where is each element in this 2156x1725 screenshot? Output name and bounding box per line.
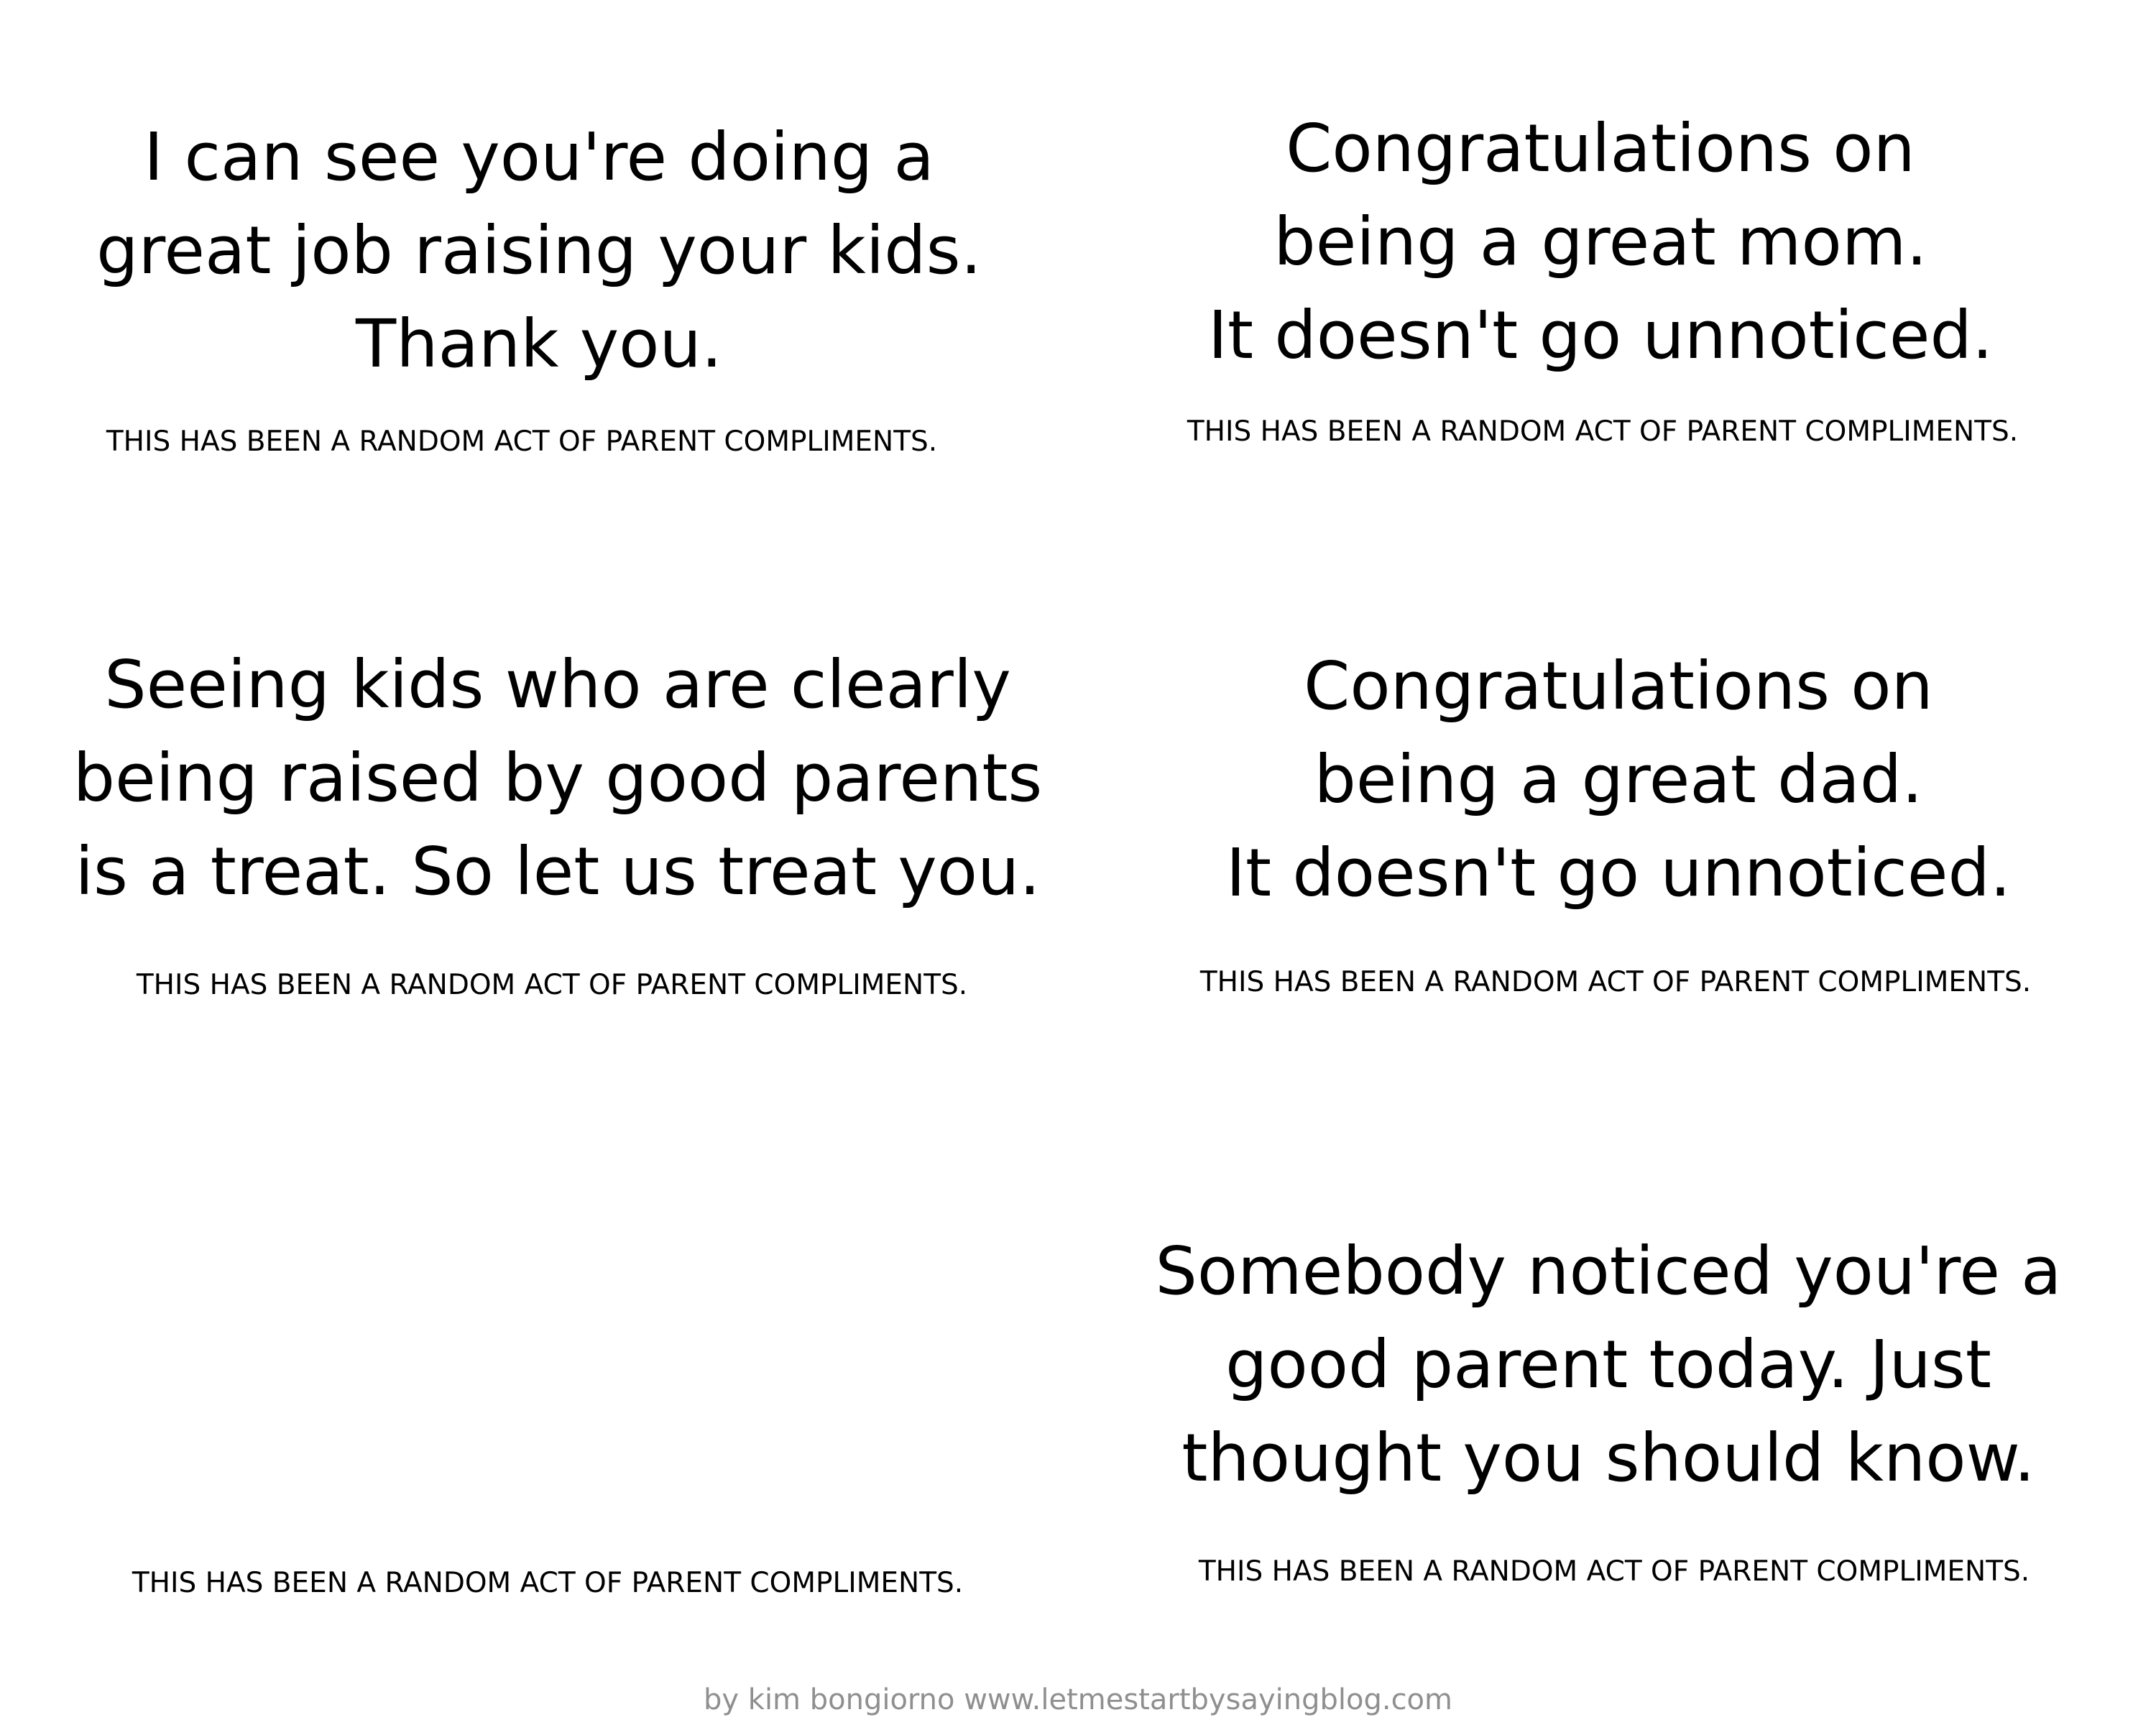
- compliment-tagline: THIS HAS BEEN A RANDOM ACT OF PARENT COMPLIMENTS.: [106, 426, 938, 458]
- compliment-card-2: [1078, 0, 2156, 575]
- compliment-tagline: THIS HAS BEEN A RANDOM ACT OF PARENT COMPLIMENTS.: [1187, 415, 2019, 448]
- compliment-tagline: THIS HAS BEEN A RANDOM ACT OF PARENT COMPLIMENTS.: [1199, 966, 2032, 998]
- message-line: good parent today. Just: [1225, 1326, 1991, 1403]
- message-line: is a treat. So let us treat you.: [75, 833, 1041, 910]
- message-line: Thank you.: [356, 305, 722, 382]
- compliment-tagline: THIS HAS BEEN A RANDOM ACT OF PARENT COMPLIMENTS.: [1198, 1555, 2030, 1588]
- message-line: being raised by good parents: [73, 740, 1043, 816]
- compliment-card-4: [1078, 575, 2156, 1150]
- message-line: Somebody noticed you're a: [1155, 1233, 2062, 1310]
- compliment-card-1: [0, 0, 1078, 575]
- footer-credit: by kim bongiorno www.letmestartbysayingblog.com: [704, 1683, 1452, 1716]
- message-line: It doesn't go unnoticed.: [1225, 834, 2012, 911]
- message-line: thought you should know.: [1181, 1420, 2035, 1496]
- compliment-message: [0, 111, 1078, 391]
- message-line: Seeing kids who are clearly: [104, 646, 1011, 723]
- message-line: being a great mom.: [1273, 203, 1927, 280]
- compliment-message: [1061, 102, 2139, 382]
- compliment-tagline: THIS HAS BEEN A RANDOM ACT OF PARENT COMPLIMENTS.: [136, 969, 968, 1001]
- message-line: Congratulations on: [1286, 110, 1915, 187]
- compliment-tagline: THIS HAS BEEN A RANDOM ACT OF PARENT COMPLIMENTS.: [132, 1567, 964, 1599]
- message-line: Congratulations on: [1304, 648, 1933, 724]
- compliment-message: [19, 638, 1097, 919]
- compliment-card-6: [1078, 1150, 2156, 1682]
- message-line: I can see you're doing a: [144, 119, 934, 196]
- compliment-message: [1069, 1225, 2147, 1505]
- compliment-card-5: [0, 1150, 1078, 1682]
- message-line: being a great dad.: [1314, 741, 1923, 818]
- compliment-message: [1079, 640, 2156, 920]
- message-line: great job raising your kids.: [96, 212, 982, 289]
- compliment-card-3: [0, 575, 1078, 1150]
- message-line: It doesn't go unnoticed.: [1207, 297, 1994, 374]
